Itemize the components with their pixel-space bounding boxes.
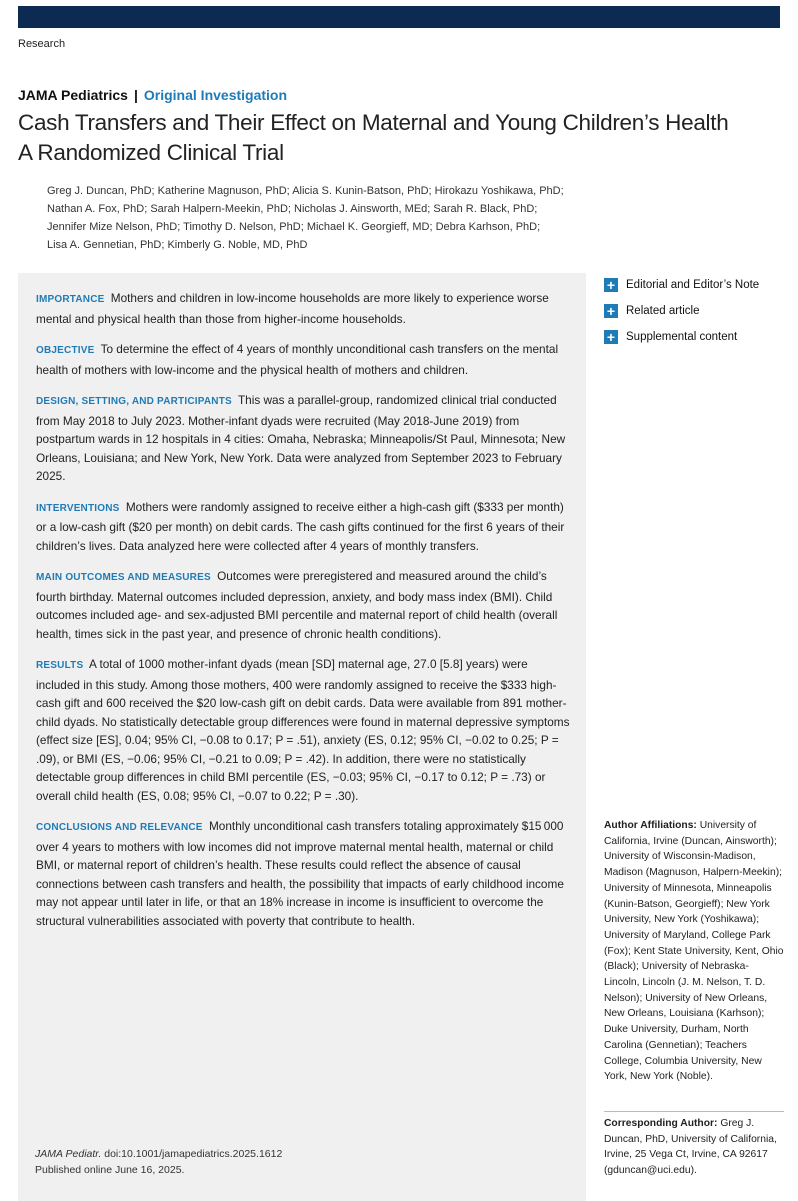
section-label: Research (18, 38, 66, 50)
affiliations-text: University of California, Irvine (Duncan, Ainsworth); University of Wisconsin-Madison, Madison (Magnuson, Halpern-Meekin); University of Minnesota, Minneapolis (Kunin-Batson, Georgieff); New York University, New York (Yoshikawa); University of Maryland, College Park (Fox); Kent State University, Kent, Ohio (Black); University of Nebraska-Lincoln, Lincoln (J. M. Nelson, T. D. Nelson); University of New Orleans, New Orleans, Louisiana (Karhson); Duke University, Durham, North Carolina (Gennetian); Teachers College, Columbia University, New York, New York (Noble). (604, 820, 784, 1083)
corresponding-author (604, 1116, 784, 1179)
supplemental-content-link[interactable] (604, 324, 759, 350)
abstract-box (18, 273, 586, 1201)
abstract-heading: CONCLUSIONS AND RELEVANCE (36, 822, 203, 833)
abstract-outcomes (36, 567, 574, 643)
corresponding-text: Greg J. Duncan, PhD, University of California, Irvine, 25 Vega Ct, Irvine, CA 92617 (gduncan@uci.edu). (604, 1118, 777, 1177)
link-label: Editorial and Editor’s Note (626, 279, 760, 291)
abstract-heading: OBJECTIVE (36, 345, 95, 356)
published-date: Published online June 16, 2025. (35, 1164, 185, 1176)
abstract-heading: IMPORTANCE (36, 294, 105, 305)
abstract-conclusions (36, 817, 574, 930)
abstract-text: To determine the effect of 4 years of monthly unconditional cash transfers on the mental health of mothers with low-income and the physical health of mothers and children. (36, 342, 559, 377)
related-links (604, 272, 759, 350)
corresponding-label: Corresponding Author: (604, 1118, 718, 1129)
author-line: Jennifer Mize Nelson, PhD; Timothy D. Nelson, PhD; Michael K. Georgieff, MD; Debra Karhson, PhD; (47, 221, 541, 233)
journal-name: JAMA Pediatrics (18, 87, 128, 103)
plus-icon: + (604, 278, 618, 292)
editorial-link[interactable] (604, 272, 759, 298)
author-list (47, 182, 587, 254)
abstract-importance (36, 289, 574, 328)
abstract-heading: INTERVENTIONS (36, 502, 120, 514)
abstract-text: Mothers and children in low-income households are more likely to experience worse mental and physical health than those from higher-income households. (36, 291, 549, 326)
article-type: Original Investigation (143, 87, 288, 103)
journal-top-bar (18, 6, 780, 28)
abstract-results (36, 655, 574, 805)
abstract-text: Mothers were randomly assigned to receive either a high-cash gift ($333 per month) or a low-cash gift ($20 per month) on debit cards. The cash gifts continued for the first 6 years of their children’s lives. Data analyzed here were collected after 4 years of monthly transfers. (36, 499, 565, 553)
article-subtitle: A Randomized Clinical Trial (18, 140, 284, 165)
abstract-objective (36, 340, 574, 379)
abstract-interventions (36, 498, 574, 556)
related-article-link[interactable] (604, 298, 759, 324)
plus-icon: + (604, 330, 618, 344)
author-line: Greg J. Duncan, PhD; Katherine Magnuson, PhD; Alicia S. Kunin-Batson, PhD; Hirokazu Yoshikawa, PhD; (47, 185, 564, 197)
journal-line (18, 87, 287, 103)
plus-icon: + (604, 304, 618, 318)
abstract-heading: RESULTS (36, 660, 84, 671)
journal-abbrev: JAMA Pediatr. (35, 1148, 102, 1160)
link-label: Supplemental content (626, 331, 738, 343)
citation-footer (35, 1146, 282, 1178)
abstract-text: Outcomes were preregistered and measured around the child’s fourth birthday. Maternal outcomes included depression, anxiety, and body mass index (BMI). Child outcomes included age- and sex-adjusted BMI percentile and maternal report of child health (overall health, times sick in the past year, and presence of chronic health conditions). (36, 569, 558, 641)
abstract-text: This was a parallel-group, randomized clinical trial conducted from May 2018 to July 2023. Mother-infant dyads were recruited (May 2018-June 2019) from postpartum wards in 12 hospitals in 4 cities: Omaha, Nebraska; Minneapolis/St Paul, Minnesota; New Orleans, Louisiana; and New York, New York. Data were analyzed from September 2023 to February 2025. (36, 393, 566, 483)
abstract-text: A total of 1000 mother-infant dyads (mean [SD] maternal age, 27.0 [5.8] years) were included in this study. Among those mothers, 400 were randomly assigned to receive the $333 high-cash gift and 600 received the $20 low-cash gift on debit cards. Data were available from 891 mother-child dyads. No statistically detectable group differences were found in maternal depressive symptoms (effect size [ES], 0.04; 95% CI, −0.08 to 0.17; P = .51), anxiety (ES, 0.12; 95% CI, −0.02 to 0.25; P = .09), or BMI (ES, −0.06; 95% CI, −0.21 to 0.09; P = .42). In addition, there were no statistically detectable group differences in child BMI percentile (ES, −0.03; 95% CI, −0.17 to 0.12; P = .73) or overall child health (ES, 0.08; 95% CI, −0.07 to 0.22; P = .30). (36, 657, 570, 803)
article-title (18, 108, 788, 168)
article-title-main: Cash Transfers and Their Effect on Maternal and Young Children’s Health (18, 110, 729, 135)
link-label: Related article (626, 305, 700, 317)
author-affiliations (604, 818, 784, 1085)
journal-separator: | (133, 87, 138, 103)
divider (604, 1111, 784, 1112)
author-line: Nathan A. Fox, PhD; Sarah Halpern-Meekin, PhD; Nicholas J. Ainsworth, MEd; Sarah R. Black, PhD; (47, 203, 538, 215)
abstract-text: Monthly unconditional cash transfers totaling approximately $15 000 over 4 years to mothers with low incomes did not improve maternal mental health, maternal or child BMI, or maternal report of children’s health. These results could reflect the absence of causal connections between cash transfers and health, the possibility that impacts of early childhood income may not appear until later in life, or that an 18% increase in income is insufficient to overcome the structural vulnerabilities associated with poverty that contribute to health. (36, 819, 564, 928)
doi-link[interactable]: doi:10.1001/jamapediatrics.2025.1612 (104, 1148, 283, 1160)
abstract-heading: DESIGN, SETTING, AND PARTICIPANTS (36, 396, 232, 407)
author-line: Lisa A. Gennetian, PhD; Kimberly G. Noble, MD, PhD (47, 239, 308, 251)
abstract-heading: MAIN OUTCOMES AND MEASURES (36, 572, 211, 583)
abstract-design (36, 391, 574, 486)
affiliations-label: Author Affiliations: (604, 820, 697, 831)
